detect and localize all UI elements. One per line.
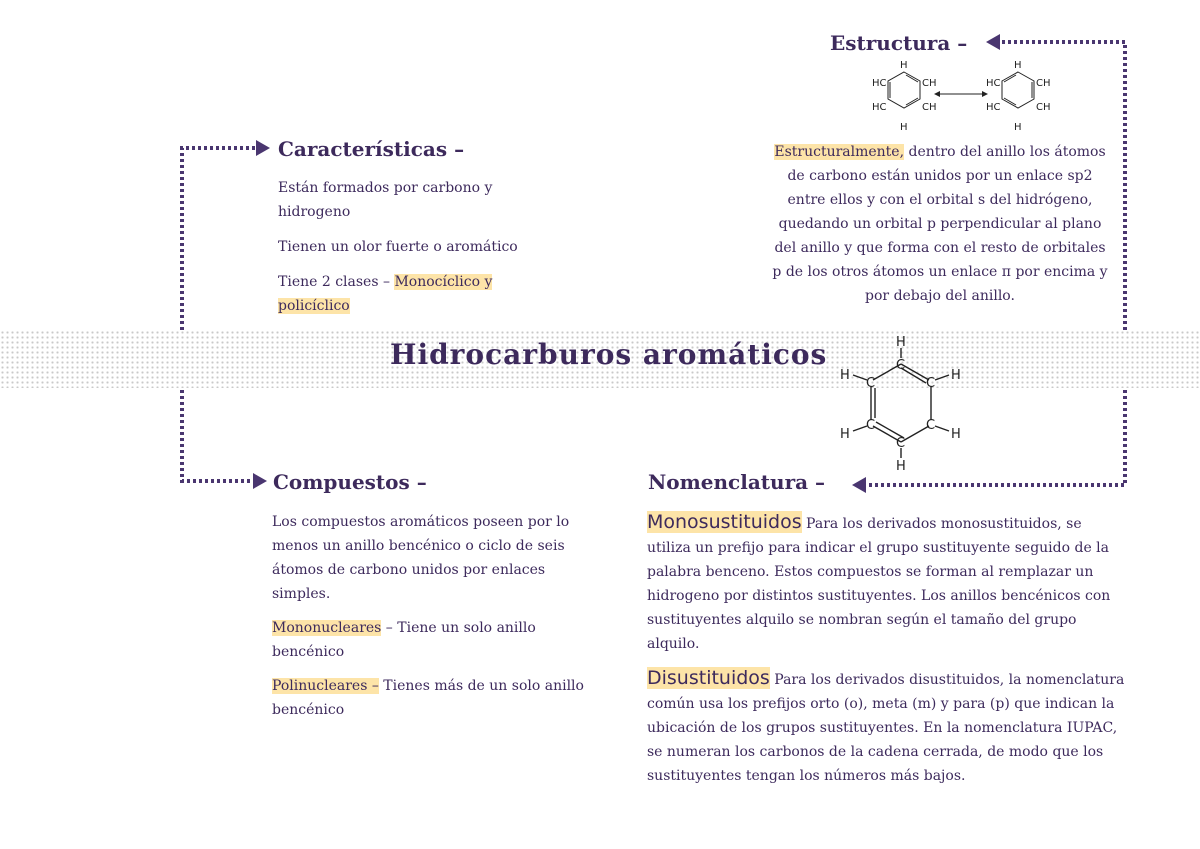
caracteristicas-list: [278, 176, 538, 318]
monosustituidos-highlight: Monosustituidos: [647, 511, 802, 533]
nomenclatura-text: [647, 510, 1125, 788]
svg-text:HC: HC: [986, 102, 1001, 113]
svg-text:CH: CH: [1036, 78, 1051, 89]
page-title: Hidrocarburos aromáticos: [390, 338, 828, 371]
polinucleares-highlight: Polinucleares –: [272, 678, 379, 694]
disustituidos-paragraph: Disustituidos Para los derivados disustituidos, la nomenclatura común usa los prefijos orto (o), meta (m) y para (p) que indican la ubicación de los grupos sustituyentes. En la nomenclatura IUPAC, se numeran los carbonos de la cadena cerrada, de modo que los sustituyentes tengan los números más bajos.: [647, 667, 1125, 784]
polinucleares-item: Polinucleares – Tienes más de un solo anillo bencénico: [272, 678, 584, 718]
svg-text:H: H: [900, 122, 908, 133]
compuestos-text: [272, 510, 584, 722]
svg-text:C: C: [896, 358, 906, 373]
arrowhead-compuestos: [253, 473, 267, 489]
svg-text:H: H: [900, 60, 908, 71]
compuestos-heading: Compuestos –: [273, 470, 427, 494]
svg-text:C: C: [926, 376, 936, 391]
svg-text:H: H: [1014, 122, 1022, 133]
connector-compuestos: [182, 390, 255, 481]
svg-text:H: H: [840, 427, 850, 442]
arrowhead-caracteristicas: [256, 140, 270, 156]
svg-text:HC: HC: [986, 78, 1001, 89]
svg-text:HC: HC: [872, 78, 887, 89]
svg-text:H: H: [1014, 60, 1022, 71]
svg-text:H: H: [896, 335, 906, 350]
svg-text:H: H: [840, 368, 850, 383]
svg-text:H: H: [951, 427, 961, 442]
nomenclatura-heading: Nomenclatura –: [648, 470, 826, 494]
svg-text:C: C: [866, 376, 876, 391]
svg-text:C: C: [926, 418, 936, 433]
estructura-heading: Estructura –: [830, 31, 968, 55]
clases-label: Tiene 2 clases –: [278, 274, 395, 290]
caracteristicas-item: Tienen un olor fuerte o aromático: [278, 239, 518, 255]
svg-text:CH: CH: [922, 78, 937, 89]
benzene-resonance-diagram: [868, 58, 1068, 136]
clases-highlight: policíclico: [278, 298, 350, 314]
benzene-structure: [836, 334, 966, 472]
caracteristicas-heading: Características –: [278, 137, 465, 161]
caracteristicas-item: Están formados por carbono y hidrogeno: [278, 180, 493, 220]
arrowhead-estructura: [986, 34, 1000, 50]
clases-highlight: Monocíclico y: [394, 274, 493, 290]
mononucleares-item: Mononucleares – Tiene un solo anillo bencénico: [272, 620, 536, 660]
svg-text:CH: CH: [922, 102, 937, 113]
compuestos-paragraph: Los compuestos aromáticos poseen por lo menos un anillo bencénico o ciclo de seis átomos de carbono unidos por enlaces simples.: [272, 514, 570, 602]
arrowhead-nomenclatura: [852, 477, 866, 493]
disustituidos-highlight: Disustituidos: [647, 667, 770, 689]
mononucleares-highlight: Mononucleares: [272, 620, 382, 636]
estructura-highlight: Estructuralmente,: [774, 144, 905, 160]
estructura-text: Estructuralmente, dentro del anillo los átomos de carbono están unidos por un enlace sp2 entre ellos y con el orbital s del hidrógeno, quedando un orbital p perpendicular al plano del anillo y que forma con el resto de orbitales p de los otros átomos un enlace π por encima y por debajo del anillo.: [772, 144, 1108, 304]
svg-text:H: H: [951, 368, 961, 383]
svg-text:HC: HC: [872, 102, 887, 113]
connector-caracteristicas: [182, 148, 258, 330]
svg-text:CH: CH: [1036, 102, 1051, 113]
monosustituidos-paragraph: Monosustituidos Para los derivados monosustituidos, se utiliza un prefijo para indicar el grupo sustituyente seguido de la palabra benceno. Estos compuestos se forman al remplazar un hidrogeno por distintos sustituyentes. Los anillos bencénicos con sustituyentes alquilo se nombran según el tamaño del grupo alquilo.: [647, 511, 1111, 652]
svg-text:C: C: [866, 418, 876, 433]
svg-text:H: H: [896, 459, 906, 472]
svg-text:C: C: [896, 436, 906, 451]
caracteristicas-item: [278, 270, 538, 318]
